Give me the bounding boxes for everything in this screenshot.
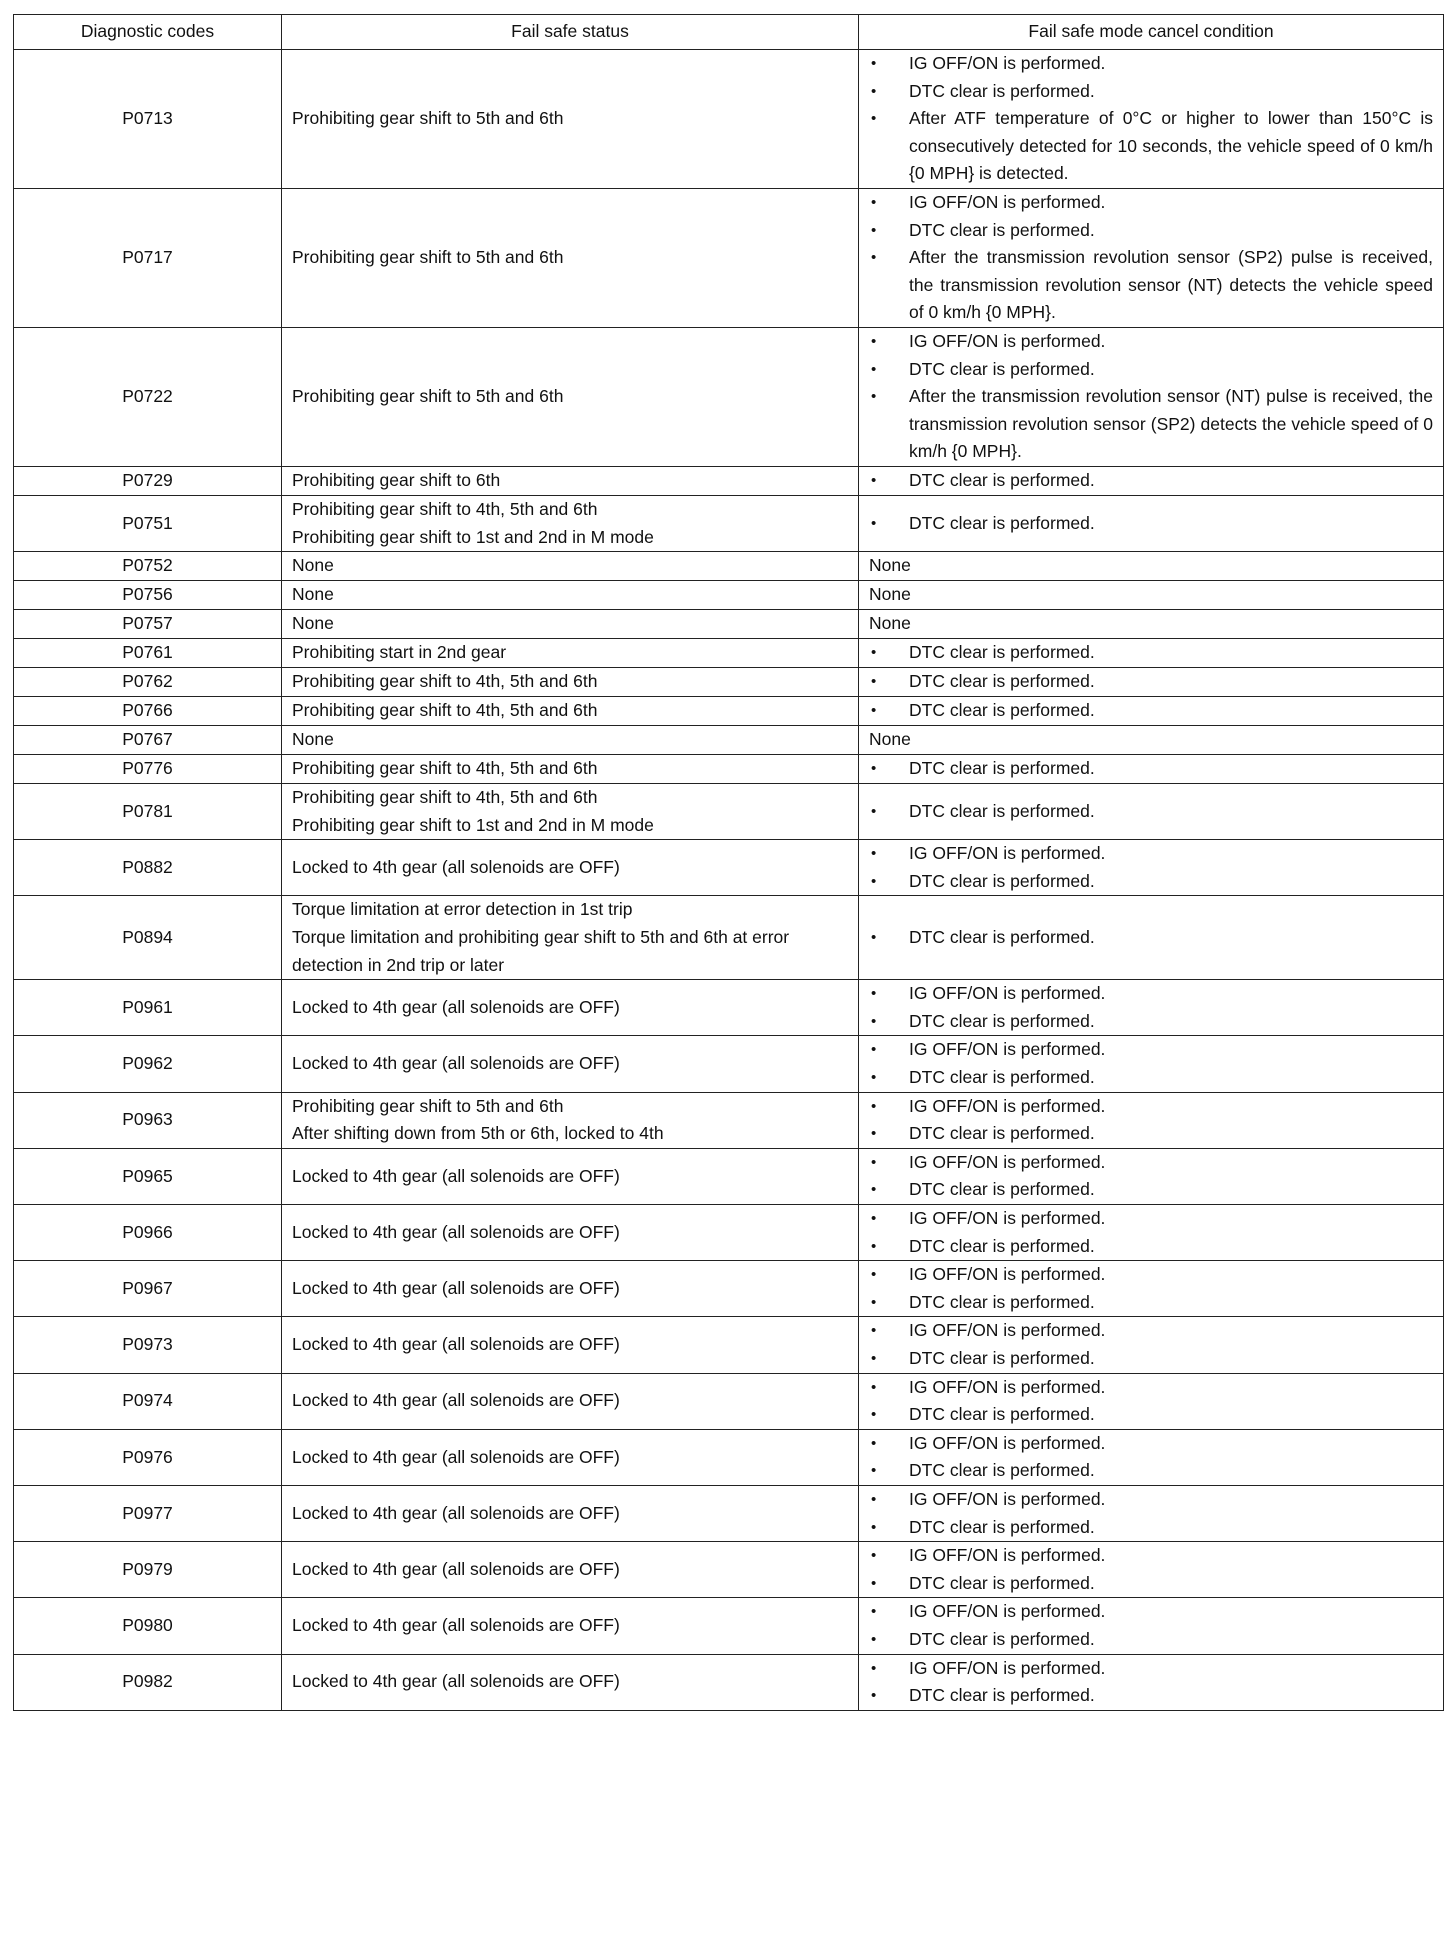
cancel-condition-cell — [859, 1317, 1444, 1373]
fail-safe-table — [13, 14, 1444, 1711]
cancel-condition-cell — [859, 896, 1444, 980]
fail-safe-status-text: Locked to 4th gear (all solenoids are OFF) — [292, 1165, 620, 1186]
fail-safe-status-cell — [282, 755, 859, 784]
cancel-condition-cell — [859, 552, 1444, 581]
table-row — [14, 1261, 1444, 1317]
fail-safe-status-text: Prohibiting gear shift to 4th, 5th and 6th — [292, 700, 598, 721]
table-header — [14, 15, 1444, 50]
table-row — [14, 1205, 1444, 1261]
condition-item: • DTC clear is performed. — [869, 1682, 1433, 1710]
table-row — [14, 1654, 1444, 1710]
fail-safe-status-cell — [282, 1485, 859, 1541]
diagnostic-code: P0966 — [14, 1205, 282, 1261]
table-row — [14, 495, 1444, 551]
condition-list — [869, 328, 1433, 466]
condition-item: • IG OFF/ON is performed. — [869, 840, 1433, 868]
condition-item: • DTC clear is performed. — [869, 78, 1433, 106]
condition-item: • DTC clear is performed. — [869, 755, 1433, 783]
condition-item: • DTC clear is performed. — [869, 356, 1433, 384]
condition-item: • IG OFF/ON is performed. — [869, 1598, 1433, 1626]
fail-safe-status-cell — [282, 1654, 859, 1710]
diagnostic-code: P0756 — [14, 581, 282, 610]
condition-item: • DTC clear is performed. — [869, 1570, 1433, 1598]
table-row — [14, 327, 1444, 466]
cancel-condition-cell — [859, 1092, 1444, 1148]
cancel-condition-cell — [859, 1373, 1444, 1429]
diagnostic-code: P0781 — [14, 784, 282, 840]
cancel-condition-cell — [859, 697, 1444, 726]
table-row — [14, 668, 1444, 697]
condition-list — [869, 1036, 1433, 1091]
diagnostic-code: P0894 — [14, 896, 282, 980]
fail-safe-status-text: Prohibiting gear shift to 5th and 6th — [292, 247, 564, 268]
condition-list — [869, 1149, 1433, 1204]
fail-safe-status-text: Prohibiting gear shift to 4th, 5th and 6th — [292, 758, 598, 779]
fail-safe-status-text: Locked to 4th gear (all solenoids are OFF) — [292, 1334, 620, 1355]
table-row — [14, 697, 1444, 726]
cancel-condition-cell — [859, 495, 1444, 551]
condition-item: • IG OFF/ON is performed. — [869, 328, 1433, 356]
condition-list — [869, 1655, 1433, 1710]
diagnostic-code: P0776 — [14, 755, 282, 784]
diagnostic-code: P0717 — [14, 188, 282, 327]
diagnostic-code: P0982 — [14, 1654, 282, 1710]
table-row — [14, 610, 1444, 639]
condition-list — [869, 1093, 1433, 1148]
table-row — [14, 1598, 1444, 1654]
fail-safe-status-text: Prohibiting gear shift to 5th and 6th — [292, 386, 564, 407]
diagnostic-code: P0729 — [14, 466, 282, 495]
cancel-condition-cell — [859, 755, 1444, 784]
condition-list — [869, 1542, 1433, 1597]
table-row — [14, 1485, 1444, 1541]
fail-safe-status-cell — [282, 1036, 859, 1092]
cancel-condition-cell — [859, 1036, 1444, 1092]
table-row — [14, 50, 1444, 189]
condition-item: • DTC clear is performed. — [869, 1345, 1433, 1373]
cancel-condition-cell — [859, 668, 1444, 697]
condition-item: • DTC clear is performed. — [869, 1064, 1433, 1092]
diagnostic-code: P0961 — [14, 980, 282, 1036]
fail-safe-status-cell — [282, 697, 859, 726]
condition-item: • IG OFF/ON is performed. — [869, 50, 1433, 78]
cancel-condition-cell — [859, 50, 1444, 189]
fail-safe-status-text: Prohibiting gear shift to 6th — [292, 470, 501, 491]
condition-item: • IG OFF/ON is performed. — [869, 1093, 1433, 1121]
condition-item: • IG OFF/ON is performed. — [869, 1542, 1433, 1570]
condition-list — [869, 980, 1433, 1035]
condition-list — [869, 1205, 1433, 1260]
cancel-condition-cell — [859, 327, 1444, 466]
condition-item: • DTC clear is performed. — [869, 1120, 1433, 1148]
fail-safe-status-text: None — [292, 613, 334, 634]
fail-safe-status-text: Prohibiting gear shift to 4th, 5th and 6th — [292, 498, 598, 519]
header-fail-safe-status: Fail safe status — [282, 15, 859, 50]
diagnostic-code: P0752 — [14, 552, 282, 581]
cancel-condition-cell — [859, 1485, 1444, 1541]
diagnostic-code: P0974 — [14, 1373, 282, 1429]
diagnostic-code: P0713 — [14, 50, 282, 189]
header-row — [14, 15, 1444, 50]
condition-item: • IG OFF/ON is performed. — [869, 189, 1433, 217]
condition-list — [869, 1598, 1433, 1653]
condition-item: • IG OFF/ON is performed. — [869, 980, 1433, 1008]
condition-list — [869, 1430, 1433, 1485]
header-diagnostic-codes: Diagnostic codes — [14, 15, 282, 50]
condition-item: • After ATF temperature of 0°C or higher to lower than 150°C is consecutively detected for 10 seconds, the vehicle speed of 0 km/h {0 MPH} is detected. — [869, 105, 1433, 188]
fail-safe-status-text: None — [292, 729, 334, 750]
condition-item: • IG OFF/ON is performed. — [869, 1430, 1433, 1458]
table-row — [14, 188, 1444, 327]
fail-safe-status-text: Locked to 4th gear (all solenoids are OFF) — [292, 1446, 620, 1467]
fail-safe-status-text: Prohibiting gear shift to 4th, 5th and 6th — [292, 787, 598, 808]
fail-safe-status-cell — [282, 1092, 859, 1148]
fail-safe-status-text: Locked to 4th gear (all solenoids are OFF) — [292, 1671, 620, 1692]
fail-safe-status-text: Locked to 4th gear (all solenoids are OFF) — [292, 857, 620, 878]
cancel-condition-cell — [859, 726, 1444, 755]
fail-safe-status-cell — [282, 980, 859, 1036]
diagnostic-code: P0762 — [14, 668, 282, 697]
diagnostic-code: P0751 — [14, 495, 282, 551]
condition-item: • DTC clear is performed. — [869, 1457, 1433, 1485]
diagnostic-code: P0963 — [14, 1092, 282, 1148]
condition-item: • After the transmission revolution sensor (SP2) pulse is received, the transmission revolution sensor (NT) detects the vehicle speed of 0 km/h {0 MPH}. — [869, 244, 1433, 327]
fail-safe-status-cell — [282, 840, 859, 896]
condition-item: • DTC clear is performed. — [869, 1176, 1433, 1204]
cancel-condition-cell — [859, 1148, 1444, 1204]
fail-safe-status-cell — [282, 1205, 859, 1261]
condition-list — [869, 639, 1433, 667]
fail-safe-status-text: After shifting down from 5th or 6th, locked to 4th — [292, 1123, 664, 1144]
fail-safe-status-cell — [282, 1429, 859, 1485]
cancel-condition-cell — [859, 610, 1444, 639]
table-row — [14, 1429, 1444, 1485]
condition-item: • IG OFF/ON is performed. — [869, 1149, 1433, 1177]
diagnostic-code: P0967 — [14, 1261, 282, 1317]
table-row — [14, 1092, 1444, 1148]
fail-safe-status-cell — [282, 581, 859, 610]
condition-item: • IG OFF/ON is performed. — [869, 1486, 1433, 1514]
cancel-condition-cell — [859, 1598, 1444, 1654]
cancel-condition-cell — [859, 1205, 1444, 1261]
condition-text: None — [869, 584, 911, 605]
header-cancel-condition: Fail safe mode cancel condition — [859, 15, 1444, 50]
fail-safe-status-cell — [282, 188, 859, 327]
table-row — [14, 639, 1444, 668]
diagnostic-code: P0980 — [14, 1598, 282, 1654]
table-row — [14, 726, 1444, 755]
fail-safe-status-text: Torque limitation at error detection in 1st trip — [292, 899, 633, 920]
condition-item: • DTC clear is performed. — [869, 510, 1433, 538]
cancel-condition-cell — [859, 581, 1444, 610]
fail-safe-status-cell — [282, 610, 859, 639]
diagnostic-code: P0965 — [14, 1148, 282, 1204]
table-row — [14, 552, 1444, 581]
condition-list — [869, 798, 1433, 826]
diagnostic-code: P0976 — [14, 1429, 282, 1485]
condition-list — [869, 510, 1433, 538]
condition-item: • IG OFF/ON is performed. — [869, 1036, 1433, 1064]
condition-item: • DTC clear is performed. — [869, 467, 1433, 495]
fail-safe-status-cell — [282, 50, 859, 189]
condition-list — [869, 189, 1433, 327]
fail-safe-status-text: Prohibiting gear shift to 4th, 5th and 6th — [292, 671, 598, 692]
table-row — [14, 755, 1444, 784]
table-row — [14, 1148, 1444, 1204]
fail-safe-status-cell — [282, 1317, 859, 1373]
fail-safe-status-text: Locked to 4th gear (all solenoids are OFF) — [292, 1390, 620, 1411]
diagnostic-code: P0767 — [14, 726, 282, 755]
diagnostic-code: P0882 — [14, 840, 282, 896]
condition-list — [869, 840, 1433, 895]
fail-safe-status-cell — [282, 896, 859, 980]
condition-item: • IG OFF/ON is performed. — [869, 1205, 1433, 1233]
condition-item: • DTC clear is performed. — [869, 924, 1433, 952]
condition-list — [869, 668, 1433, 696]
condition-list — [869, 924, 1433, 952]
fail-safe-status-cell — [282, 784, 859, 840]
condition-item: • DTC clear is performed. — [869, 1514, 1433, 1542]
condition-list — [869, 1486, 1433, 1541]
condition-list — [869, 467, 1433, 495]
fail-safe-status-cell — [282, 327, 859, 466]
condition-item: • DTC clear is performed. — [869, 1626, 1433, 1654]
condition-item: • DTC clear is performed. — [869, 868, 1433, 896]
fail-safe-status-cell — [282, 495, 859, 551]
condition-item: • IG OFF/ON is performed. — [869, 1261, 1433, 1289]
fail-safe-status-text: Locked to 4th gear (all solenoids are OFF) — [292, 1277, 620, 1298]
table-row — [14, 1317, 1444, 1373]
fail-safe-status-cell — [282, 726, 859, 755]
fail-safe-status-text: Locked to 4th gear (all solenoids are OFF) — [292, 1502, 620, 1523]
cancel-condition-cell — [859, 188, 1444, 327]
condition-list — [869, 50, 1433, 188]
condition-text: None — [869, 555, 911, 576]
fail-safe-status-cell — [282, 668, 859, 697]
fail-safe-status-cell — [282, 552, 859, 581]
fail-safe-status-cell — [282, 466, 859, 495]
condition-item: • IG OFF/ON is performed. — [869, 1374, 1433, 1402]
fail-safe-status-text: Prohibiting gear shift to 5th and 6th — [292, 108, 564, 129]
table-row — [14, 784, 1444, 840]
condition-item: • DTC clear is performed. — [869, 1289, 1433, 1317]
cancel-condition-cell — [859, 840, 1444, 896]
fail-safe-status-text: Prohibiting gear shift to 1st and 2nd in M mode — [292, 814, 654, 835]
diagnostic-code: P0722 — [14, 327, 282, 466]
fail-safe-status-text: Locked to 4th gear (all solenoids are OFF) — [292, 1615, 620, 1636]
fail-safe-status-text: Prohibiting gear shift to 5th and 6th — [292, 1095, 564, 1116]
condition-item: • DTC clear is performed. — [869, 1401, 1433, 1429]
condition-item: • DTC clear is performed. — [869, 1233, 1433, 1261]
table-row — [14, 980, 1444, 1036]
table-row — [14, 896, 1444, 980]
fail-safe-status-text: Prohibiting start in 2nd gear — [292, 642, 507, 663]
diagnostic-code: P0766 — [14, 697, 282, 726]
fail-safe-status-text: None — [292, 555, 334, 576]
diagnostic-code: P0761 — [14, 639, 282, 668]
condition-text: None — [869, 613, 911, 634]
fail-safe-status-cell — [282, 639, 859, 668]
condition-list — [869, 1374, 1433, 1429]
cancel-condition-cell — [859, 784, 1444, 840]
fail-safe-status-text: Locked to 4th gear (all solenoids are OFF) — [292, 997, 620, 1018]
table-row — [14, 466, 1444, 495]
cancel-condition-cell — [859, 980, 1444, 1036]
fail-safe-status-text: Torque limitation and prohibiting gear shift to 5th and 6th at error detection in 2nd trip or later — [292, 927, 790, 975]
diagnostic-code: P0973 — [14, 1317, 282, 1373]
condition-item: • IG OFF/ON is performed. — [869, 1317, 1433, 1345]
fail-safe-status-cell — [282, 1373, 859, 1429]
condition-list — [869, 697, 1433, 725]
condition-list — [869, 1261, 1433, 1316]
fail-safe-status-cell — [282, 1148, 859, 1204]
cancel-condition-cell — [859, 1429, 1444, 1485]
cancel-condition-cell — [859, 1542, 1444, 1598]
cancel-condition-cell — [859, 1261, 1444, 1317]
condition-text: None — [869, 729, 911, 750]
condition-item: • DTC clear is performed. — [869, 798, 1433, 826]
cancel-condition-cell — [859, 1654, 1444, 1710]
fail-safe-status-text: Locked to 4th gear (all solenoids are OFF) — [292, 1558, 620, 1579]
table-row — [14, 840, 1444, 896]
diagnostic-code: P0977 — [14, 1485, 282, 1541]
table-row — [14, 581, 1444, 610]
diagnostic-code: P0979 — [14, 1542, 282, 1598]
table-row — [14, 1036, 1444, 1092]
table-body — [14, 50, 1444, 1711]
fail-safe-status-text: Prohibiting gear shift to 1st and 2nd in M mode — [292, 526, 654, 547]
condition-item: • After the transmission revolution sensor (NT) pulse is received, the transmission revolution sensor (SP2) detects the vehicle speed of 0 km/h {0 MPH}. — [869, 383, 1433, 466]
fail-safe-status-cell — [282, 1542, 859, 1598]
condition-list — [869, 1317, 1433, 1372]
fail-safe-status-text: Locked to 4th gear (all solenoids are OFF) — [292, 1053, 620, 1074]
diagnostic-code: P0962 — [14, 1036, 282, 1092]
fail-safe-status-cell — [282, 1598, 859, 1654]
cancel-condition-cell — [859, 639, 1444, 668]
condition-item: • DTC clear is performed. — [869, 668, 1433, 696]
table-row — [14, 1373, 1444, 1429]
fail-safe-status-cell — [282, 1261, 859, 1317]
table-row — [14, 1542, 1444, 1598]
condition-item: • DTC clear is performed. — [869, 697, 1433, 725]
condition-item: • DTC clear is performed. — [869, 639, 1433, 667]
condition-list — [869, 755, 1433, 783]
condition-item: • DTC clear is performed. — [869, 217, 1433, 245]
condition-item: • IG OFF/ON is performed. — [869, 1655, 1433, 1683]
fail-safe-status-text: None — [292, 584, 334, 605]
fail-safe-status-text: Locked to 4th gear (all solenoids are OFF) — [292, 1221, 620, 1242]
cancel-condition-cell — [859, 466, 1444, 495]
condition-item: • DTC clear is performed. — [869, 1008, 1433, 1036]
diagnostic-code: P0757 — [14, 610, 282, 639]
